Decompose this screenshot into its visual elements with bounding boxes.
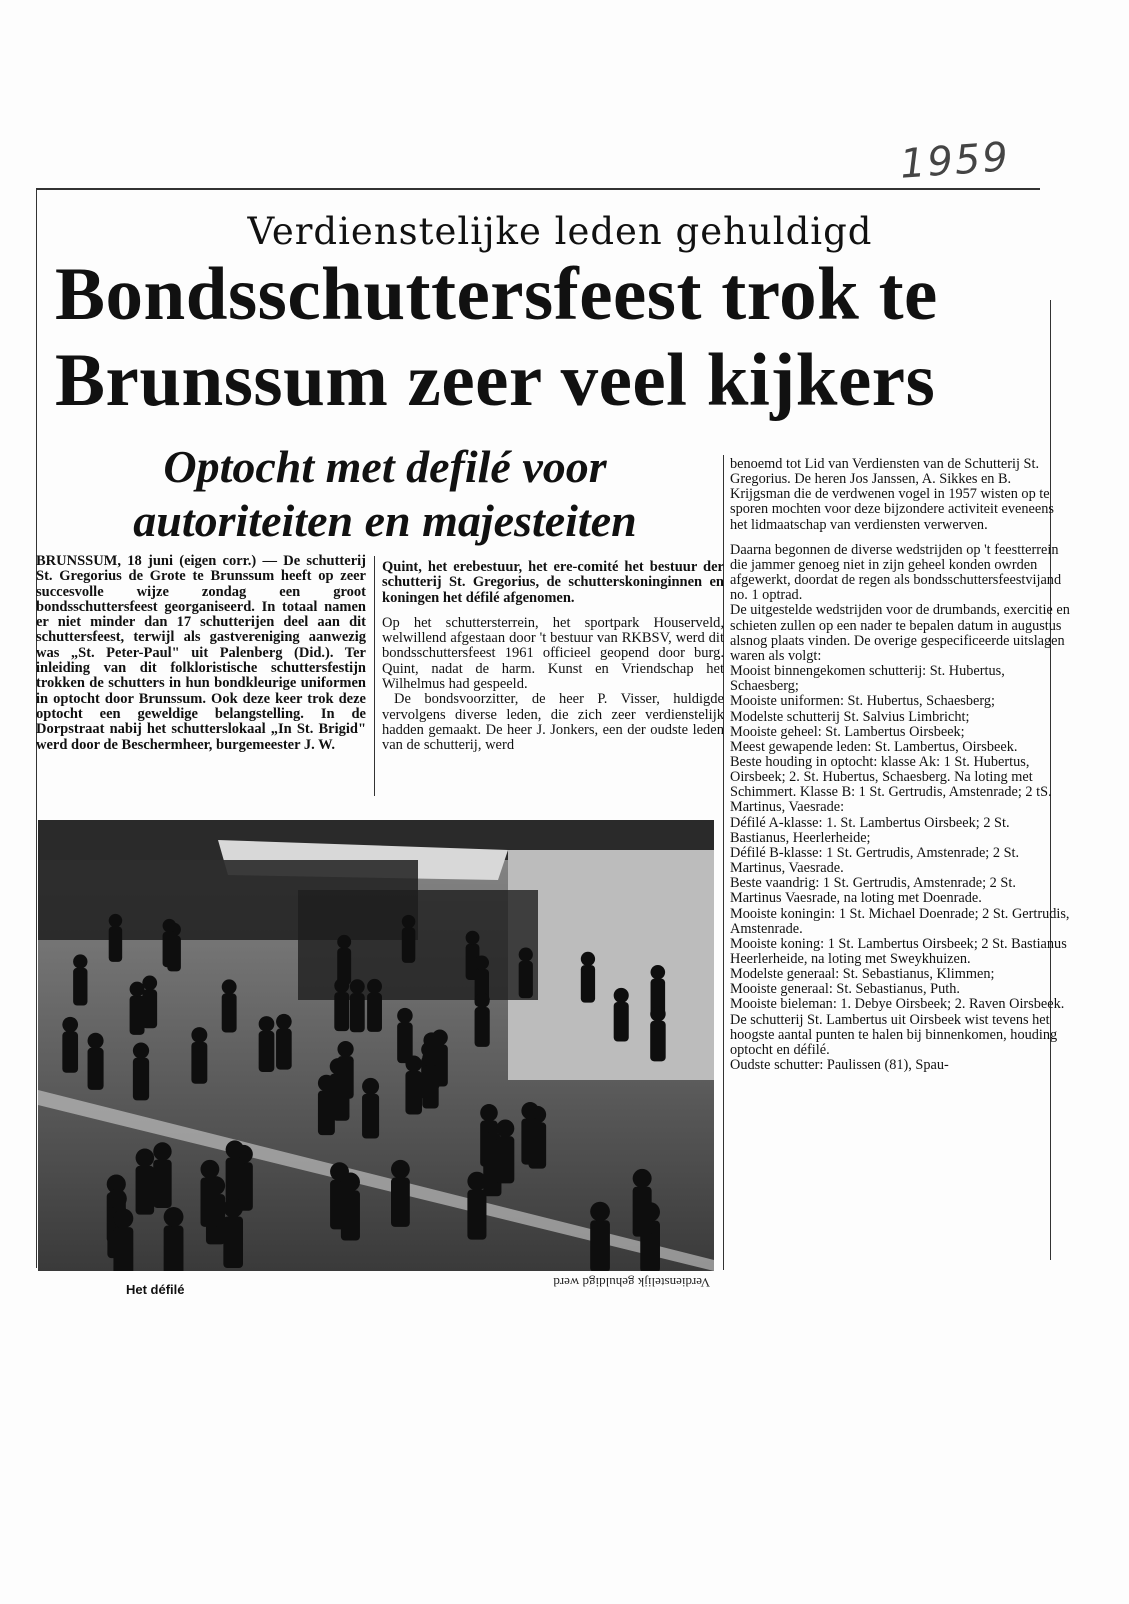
- result-item: Mooiste bieleman: 1. Debye Oirsbeek; 2. Raven Oirsbeek.: [730, 996, 1065, 1013]
- result-item: Mooiste koning: 1 St. Lambertus Oirsbeek; 2 St. Bastianus Heerlerheide, na loting met Sweykhuizen.: [730, 935, 1067, 967]
- top-rule: [36, 188, 1040, 190]
- main-headline-line2: Brunssum zeer veel kijkers: [55, 339, 936, 422]
- deck-headline-line1: Optocht met defilé voor: [163, 441, 607, 492]
- result-item: Beste houding in optocht: klasse Ak: 1 St. Hubertus, Oirsbeek; 2. St. Hubertus, Schaesberg. Na loting met Schimmert. Klasse B: 1 St. Gertrudis, Amstenrade; 2 tS. Martinus, Vaesrade:: [730, 753, 1052, 816]
- column3-paragraph-2: Daarna begonnen de diverse wedstrijden op 't feestterrein die jammer genoeg niet in zijn geheel konden owrden afgewerkt, doordat de regen als bondsschuttersfeestvijand no. 1 optrad.: [730, 541, 1062, 604]
- result-item: Modelste schutterij St. Salvius Limbricht;: [730, 708, 970, 725]
- result-item: Mooist binnengekomen schutterij: St. Hubertus, Schaesberg;: [730, 663, 1005, 695]
- parade-photo-image: [38, 820, 714, 1271]
- handwritten-year: 1959: [898, 134, 1012, 188]
- column3-paragraph-1: benoemd tot Lid van Verdiensten van de Schutterij St. Gregorius. De heren Jos Janssen, A. Sikkes en B. Krijgsman die de verdwenen vogel in 1957 wisten op te sporen mochten voor deze bijzondere activiteit eveneens het lidmaatschap van verdiensten verwerven.: [730, 456, 1054, 533]
- column-divider-1: [374, 556, 375, 796]
- main-headline-line1: Bondsschuttersfeest trok te: [55, 253, 938, 336]
- result-item: Oudste schutter: Paulissen (81), Spau-: [730, 1057, 949, 1074]
- column2-paragraph-1: Quint, het erebestuur, het ere-comité het bestuur der schutterij St. Gregorius, de schutterskoninginnen en koningen het défilé afgenomen.: [382, 559, 724, 606]
- result-item: Mooiste geheel: St. Lambertus Oirsbeek;: [730, 723, 965, 740]
- result-item: Défilé B-klasse: 1 St. Gertrudis, Amstenrade; 2 St. Martinus, Vaesrade.: [730, 844, 1020, 877]
- column3-paragraph-3: De uitgestelde wedstrijden voor de drumbands, exercitie en schieten zullen op een nader te bepalen datum in augustus alsnog plaats vinden. De overige gespecificeerde uitslagen waren als volgt:: [730, 602, 1070, 664]
- kicker-headline: Verdienstelijke leden gehuldigd: [247, 210, 873, 253]
- result-item: Mooiste generaal: St. Sebastianus, Puth.: [730, 981, 960, 998]
- result-item: Mooiste uniformen: St. Hubertus, Schaesberg;: [730, 693, 995, 710]
- bleed-through-text: Verdienstelijk gehuldigd werd: [553, 1275, 710, 1290]
- column2-paragraph-2: Op het schuttersterrein, het sportpark Houserveld, welwillend afgestaan door 't bestuur van RKBSV, werd dit bondsschuttersfeest 1961 officieel geopend door burg. Quint, nadat de harm. Kunst en Vriendschap het Wilhelmus had gespeeld.: [382, 614, 724, 693]
- article-column-2: [382, 560, 724, 754]
- parade-photo: [38, 820, 714, 1271]
- result-item: Meest gewapende leden: St. Lambertus, Oirsbeek.: [730, 738, 1018, 755]
- column1-paragraph: BRUNSSUM, 18 juni (eigen corr.) — De schutterij St. Gregorius de Grote te Brunssum heeft op zeer succesvolle wijze zondag een groot bondsschuttersfeest georganiseerd. In totaal namen er niet minder dan 17 schutterijen deel aan dit schuttersfeest, terwijl als gastvereniging aanwezig was „St. Peter-Paul" uit Palenberg (Did.). Ter inleiding van dit folkloristische schuttersfestijn trokken de schutters in hun bondkleurige uniformen in optocht door Brunssum. Ook deze keer trok deze optocht een geweldige belangstelling. In de Dorpstraat nabij het schutterslokaal „In St. Brigid" werd door de Beschermheer, burgemeester J. W.: [36, 553, 366, 753]
- article-column-3: [730, 457, 1070, 1073]
- result-item: Modelste generaal: St. Sebastianus, Klimmen;: [730, 966, 995, 983]
- result-item: De schutterij St. Lambertus uit Oirsbeek wist tevens het hoogste aantal punten te halen bij binnenkomen, houding optocht en défilé.: [730, 1011, 1058, 1058]
- results-list: [730, 664, 1070, 1073]
- result-item: Défilé A-klasse: 1. St. Lambertus Oirsbeek; 2 St. Bastianus, Heerlerheide;: [730, 814, 1010, 846]
- result-item: Mooiste koningin: 1 St. Michael Doenrade; 2 St. Gertrudis, Amstenrade.: [730, 905, 1070, 937]
- deck-headline-line2: autoriteiten en majesteiten: [133, 495, 637, 546]
- result-item: Beste vaandrig: 1 St. Gertrudis, Amstenrade; 2 St. Martinus Vaesrade, na loting met Doenrade.: [730, 875, 1016, 907]
- photo-caption: Het défilé: [126, 1282, 185, 1297]
- column2-paragraph-3: De bondsvoorzitter, de heer P. Visser, huldigde vervolgens diverse leden, die zich zeer verdienstelijk hadden gemaakt. De heer J. Jonkers, een der oudste leden van de schutterij, werd: [382, 691, 724, 754]
- article-column-1: [36, 554, 366, 753]
